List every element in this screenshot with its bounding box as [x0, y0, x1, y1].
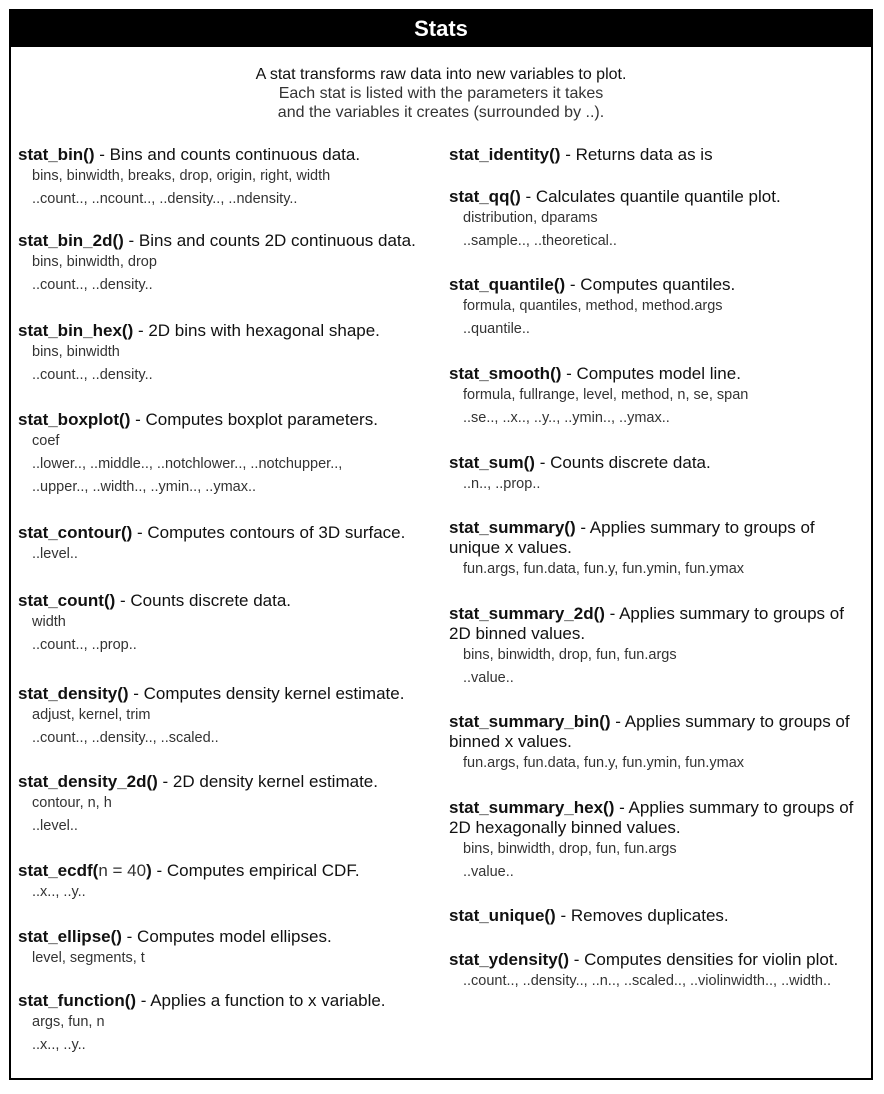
entry-params: bins, binwidth, drop, fun, fun.args: [463, 841, 677, 857]
entry-stat-summary: [449, 518, 869, 581]
entry-vars: ..x.., ..y..: [32, 884, 86, 900]
entry-name: stat_bin_hex(): [18, 321, 134, 340]
entry-params: bins, binwidth, drop, fun, fun.args: [463, 647, 677, 663]
entry-stat-bin-hex: [18, 321, 444, 387]
entry-stat-count: [18, 591, 444, 657]
entry-desc: - Computes boxplot parameters.: [130, 410, 378, 429]
entry-name: stat_boxplot(): [18, 410, 131, 429]
entry-stat-summary-2d: [449, 604, 869, 690]
entry-stat-bin-2d: [18, 231, 444, 297]
entry-desc: - Computes model line.: [561, 364, 741, 383]
entry-stat-ecdf: [18, 861, 444, 904]
entry-params: bins, binwidth, breaks, drop, origin, right, width: [32, 168, 331, 184]
entry-vars: ..upper.., ..width.., ..ymin.., ..ymax..: [32, 479, 257, 495]
entry-params: fun.args, fun.data, fun.y, fun.ymin, fun.ymax: [463, 755, 745, 771]
entry-params: distribution, dparams: [463, 210, 598, 226]
entry-name-close: ): [146, 861, 152, 880]
entry-desc: - Computes model ellipses.: [121, 927, 332, 946]
entry-stat-density-2d: [18, 772, 444, 838]
entry-params: coef: [32, 433, 60, 449]
intro-text: [11, 65, 871, 122]
entry-name: stat_unique(): [449, 906, 556, 925]
entry-stat-quantile: [449, 275, 869, 341]
entry-vars: ..count.., ..ncount.., ..density.., ..ndensity..: [32, 191, 298, 207]
entry-desc: - Removes duplicates.: [555, 906, 729, 925]
entry-name: stat_density_2d(): [18, 772, 158, 791]
entry-name: stat_summary_bin(): [449, 712, 611, 731]
entry-name: stat_contour(): [18, 523, 133, 542]
entry-params: fun.args, fun.data, fun.y, fun.ymin, fun.ymax: [463, 561, 745, 577]
intro-line-1: A stat transforms raw data into new variables to plot.: [255, 66, 627, 83]
entry-desc: - Bins and counts 2D continuous data.: [123, 231, 416, 250]
entry-vars: ..sample.., ..theoretical..: [463, 233, 617, 249]
entry-name: stat_summary_2d(): [449, 604, 605, 623]
entry-name: stat_bin_2d(): [18, 231, 124, 250]
entry-stat-identity: [449, 145, 869, 165]
entry-params: bins, binwidth: [32, 344, 120, 360]
entry-params: level, segments, t: [32, 950, 145, 966]
entry-stat-bin: [18, 145, 444, 211]
entry-vars: ..value..: [463, 864, 514, 880]
entry-params: adjust, kernel, trim: [32, 707, 151, 723]
entry-desc: - Calculates quantile quantile plot.: [520, 187, 781, 206]
entry-vars: ..level..: [32, 818, 78, 834]
entry-params: bins, binwidth, drop: [32, 254, 157, 270]
entry-name: stat_ecdf(: [18, 861, 99, 880]
entry-name: stat_count(): [18, 591, 116, 610]
entry-desc: - Computes quantiles.: [565, 275, 736, 294]
entry-vars: ..level..: [32, 546, 78, 562]
entry-vars: ..quantile..: [463, 321, 530, 337]
entry-stat-contour: [18, 523, 444, 566]
entry-stat-unique: [449, 906, 869, 926]
entry-stat-smooth: [449, 364, 869, 430]
entry-name: stat_sum(): [449, 453, 535, 472]
entry-name: stat_bin(): [18, 145, 95, 164]
entry-vars: ..n.., ..prop..: [463, 476, 541, 492]
entry-desc: - Applies summary to groups of binned x values.: [449, 712, 850, 751]
entry-name: stat_density(): [18, 684, 129, 703]
intro-line-3: and the variables it creates (surrounded by ..).: [277, 104, 605, 121]
entry-name: stat_function(): [18, 991, 137, 1010]
entry-stat-summary-bin: [449, 712, 869, 775]
entry-vars: ..count.., ..density.., ..scaled..: [32, 730, 219, 746]
entry-stat-density: [18, 684, 444, 750]
entry-params: formula, quantiles, method, method.args: [463, 298, 723, 314]
entry-stat-ydensity: [449, 950, 869, 993]
entry-desc: - 2D bins with hexagonal shape.: [133, 321, 380, 340]
entry-name: stat_ydensity(): [449, 950, 569, 969]
panel-title: Stats: [11, 11, 871, 47]
entry-params: args, fun, n: [32, 1014, 105, 1030]
entry-vars: ..count.., ..prop..: [32, 637, 137, 653]
entry-name: stat_smooth(): [449, 364, 562, 383]
entry-stat-sum: [449, 453, 869, 496]
entry-desc: - Applies summary to groups of 2D hexagonally binned values.: [449, 798, 854, 837]
entry-desc: - Counts discrete data.: [534, 453, 711, 472]
entry-desc: - Bins and counts continuous data.: [94, 145, 361, 164]
entry-vars: ..value..: [463, 670, 514, 686]
entry-vars: ..se.., ..x.., ..y.., ..ymin.., ..ymax..: [463, 410, 670, 426]
entry-params: contour, n, h: [32, 795, 112, 811]
stats-panel: [9, 9, 873, 1080]
entry-desc: - Applies summary to groups of 2D binned values.: [449, 604, 844, 643]
entry-desc: - Computes contours of 3D surface.: [132, 523, 406, 542]
entry-desc: - Returns data as is: [560, 145, 713, 164]
entry-stat-qq: [449, 187, 869, 253]
entry-stat-boxplot: [18, 410, 444, 499]
entry-stat-ellipse: [18, 927, 444, 970]
entry-params: formula, fullrange, level, method, n, se, span: [463, 387, 749, 403]
entry-desc: - Applies a function to x variable.: [136, 991, 386, 1010]
entry-desc: - 2D density kernel estimate.: [157, 772, 378, 791]
entry-stat-summary-hex: [449, 798, 869, 884]
entry-name: stat_summary_hex(): [449, 798, 615, 817]
entry-params: width: [32, 614, 66, 630]
entry-vars: ..count.., ..density..: [32, 367, 153, 383]
entry-name: stat_ellipse(): [18, 927, 122, 946]
entry-vars: ..lower.., ..middle.., ..notchlower.., ..notchupper..,: [32, 456, 343, 472]
entry-name: stat_qq(): [449, 187, 521, 206]
entry-desc: - Computes density kernel estimate.: [128, 684, 405, 703]
entry-vars: ..x.., ..y..: [32, 1037, 86, 1053]
entry-name: stat_quantile(): [449, 275, 566, 294]
entry-desc: - Computes densities for violin plot.: [568, 950, 839, 969]
entry-vars: ..count.., ..density..: [32, 277, 153, 293]
entry-arg: n = 40: [98, 861, 147, 880]
entry-desc: - Computes empirical CDF.: [151, 861, 360, 880]
entry-name: stat_identity(): [449, 145, 561, 164]
entry-name: stat_summary(): [449, 518, 576, 537]
entry-desc: - Counts discrete data.: [115, 591, 292, 610]
entry-desc: - Applies summary to groups of unique x values.: [449, 518, 815, 557]
intro-line-2: Each stat is listed with the parameters it takes: [278, 85, 604, 102]
entry-stat-function: [18, 991, 444, 1057]
entry-vars: ..count.., ..density.., ..n.., ..scaled.., ..violinwidth.., ..width..: [463, 973, 832, 989]
